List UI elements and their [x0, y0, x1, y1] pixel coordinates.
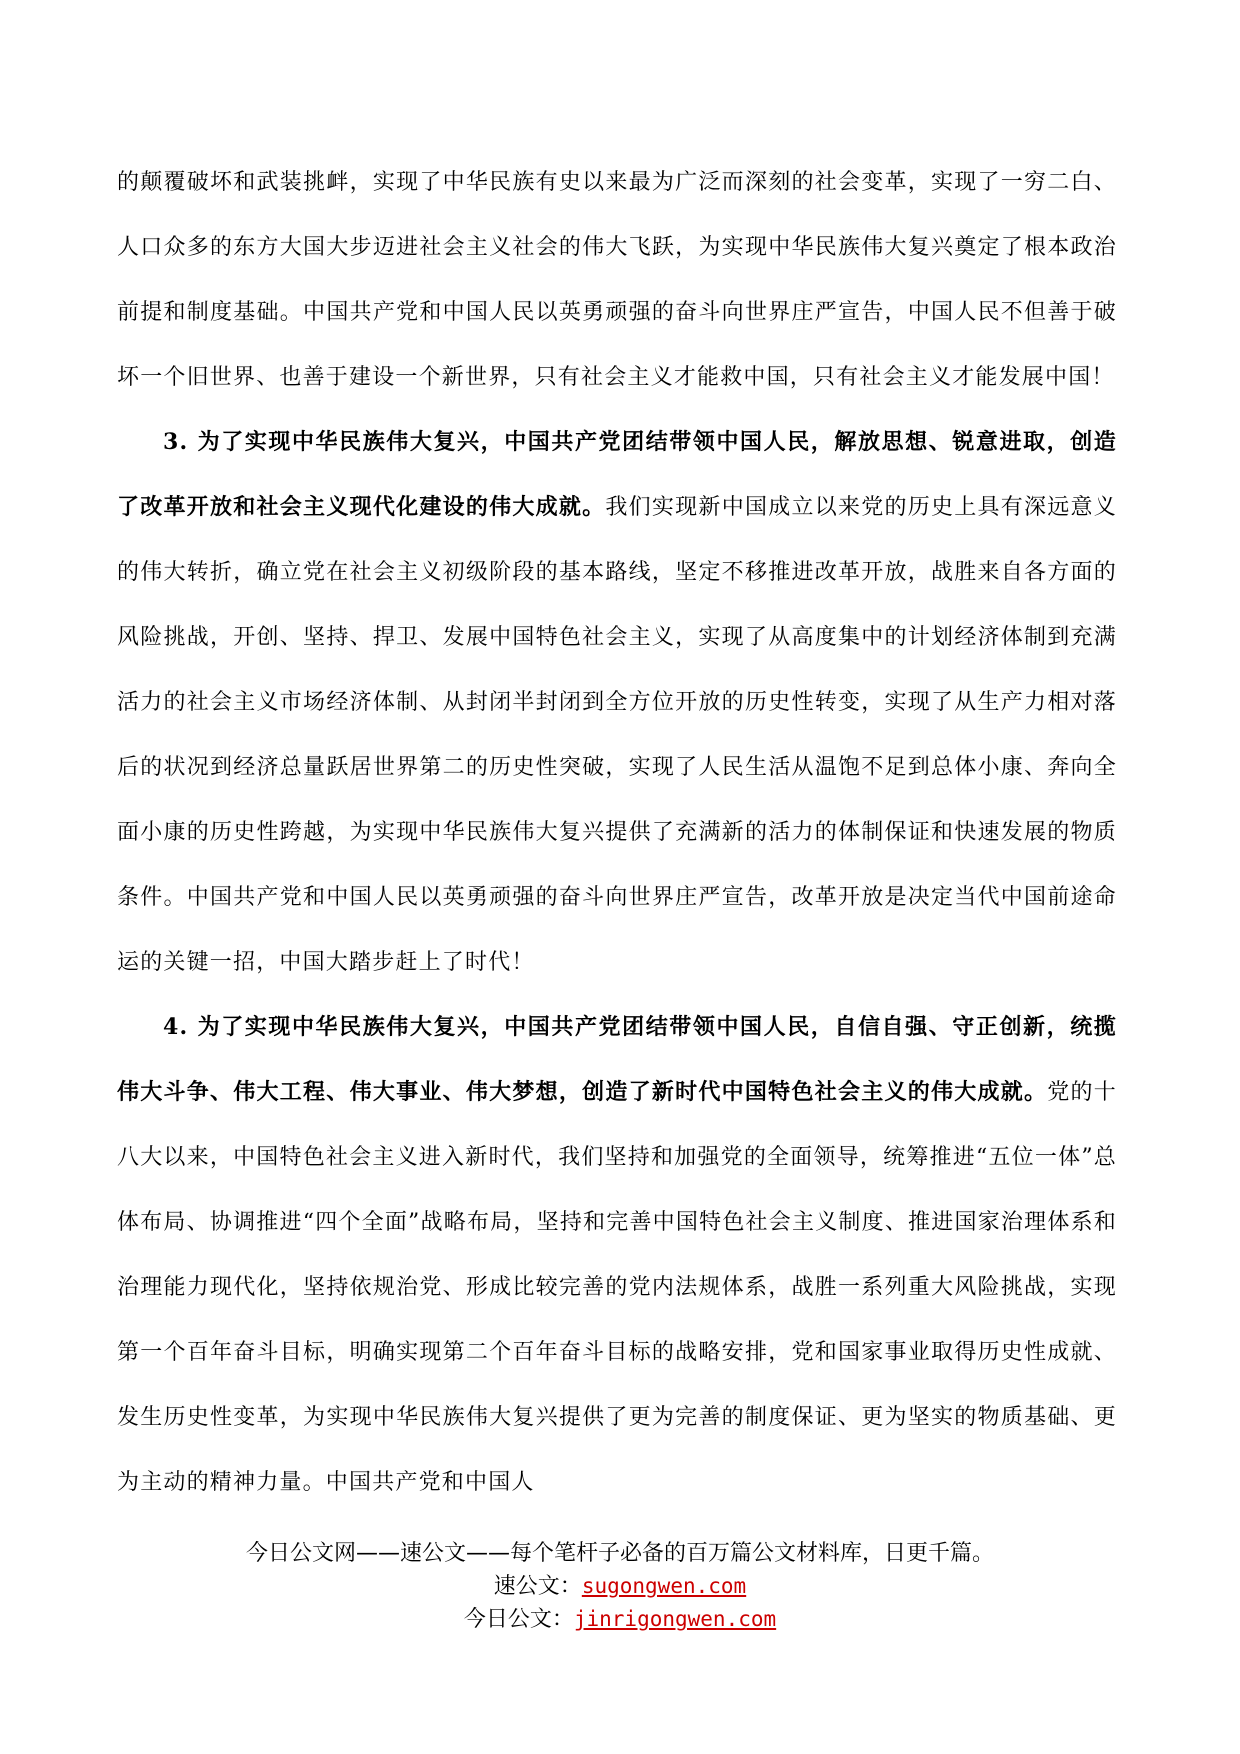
paragraph-2-text: 我们实现新中国成立以来党的历史上具有深远意义的伟大转折，确立党在社会主义初级阶段的基本路线，坚定不移推进改革开放，战胜来自各方面的风险挑战，开创、坚持、捍卫、发展中国特色社会主义，实现了从高度集中的计划经济体制到充满活力的社会主义市场经济体制、从封闭半封闭到全方位开放的历史性转变，实现了从生产力相对落后的状况到经济总量跃居世界第二的历史性突破，实现了人民生活从温饱不足到总体小康、奔向全面小康的历史性跨越，为实现中华民族伟大复兴提供了充满新的活力的体制保证和快速发展的物质条件。中国共产党和中国人民以英勇顽强的奋斗向世界庄严宣告，改革开放是决定当代中国前途命运的关键一招，中国大踏步赶上了时代！: [117, 495, 1118, 975]
footer-label-jinrigongwen: 今日公文：: [463, 1607, 574, 1632]
paragraph-2: [117, 410, 1117, 995]
paragraph-3-heading: 4. 为了实现中华民族伟大复兴，中国共产党团结带领中国人民，自信自强、守正创新，统揽伟大斗争、伟大工程、伟大事业、伟大梦想，创造了新时代中国特色社会主义的伟大成就。: [117, 1014, 1117, 1105]
paragraph-3-text: 党的十八大以来，中国特色社会主义进入新时代，我们坚持和加强党的全面领导，统筹推进“五位一体”总体布局、协调推进“四个全面”战略布局，坚持和完善中国特色社会主义制度、推进国家治理体系和治理能力现代化，坚持依规治党、形成比较完善的党内法规体系，战胜一系列重大风险挑战，实现第一个百年奋斗目标，明确实现第二个百年奋斗目标的战略安排，党和国家事业取得历史性成就、发生历史性变革，为实现中华民族伟大复兴提供了更为完善的制度保证、更为坚实的物质基础、更为主动的精神力量。中国共产党和中国人: [117, 1080, 1117, 1495]
paragraph-1: 的颠覆破坏和武装挑衅，实现了中华民族有史以来最为广泛而深刻的社会变革，实现了一穷二白、人口众多的东方大国大步迈进社会主义社会的伟大飞跃，为实现中华民族伟大复兴奠定了根本政治前提和制度基础。中国共产党和中国人民以英勇顽强的奋斗向世界庄严宣告，中国人民不但善于破坏一个旧世界、也善于建设一个新世界，只有社会主义才能救中国，只有社会主义才能发展中国！: [117, 170, 1117, 390]
footer-line-sugongwen: [0, 1570, 1240, 1603]
document-body: [117, 150, 1117, 1515]
jinrigongwen-link[interactable]: jinrigongwen.com: [573, 1607, 777, 1631]
paragraph-3: [117, 995, 1117, 1515]
page-footer: [0, 1538, 1240, 1636]
footer-label-sugongwen: 速公文：: [493, 1574, 582, 1599]
footer-line-jinrigongwen: [0, 1603, 1240, 1636]
footer-banner: 今日公文网——速公文——每个笔杆子必备的百万篇公文材料库，日更千篇。: [245, 1541, 994, 1566]
paragraph-2-heading: 3. 为了实现中华民族伟大复兴，中国共产党团结带领中国人民，解放思想、锐意进取，创造了改革开放和社会主义现代化建设的伟大成就。: [117, 429, 1117, 520]
sugongwen-link[interactable]: sugongwen.com: [581, 1574, 747, 1598]
